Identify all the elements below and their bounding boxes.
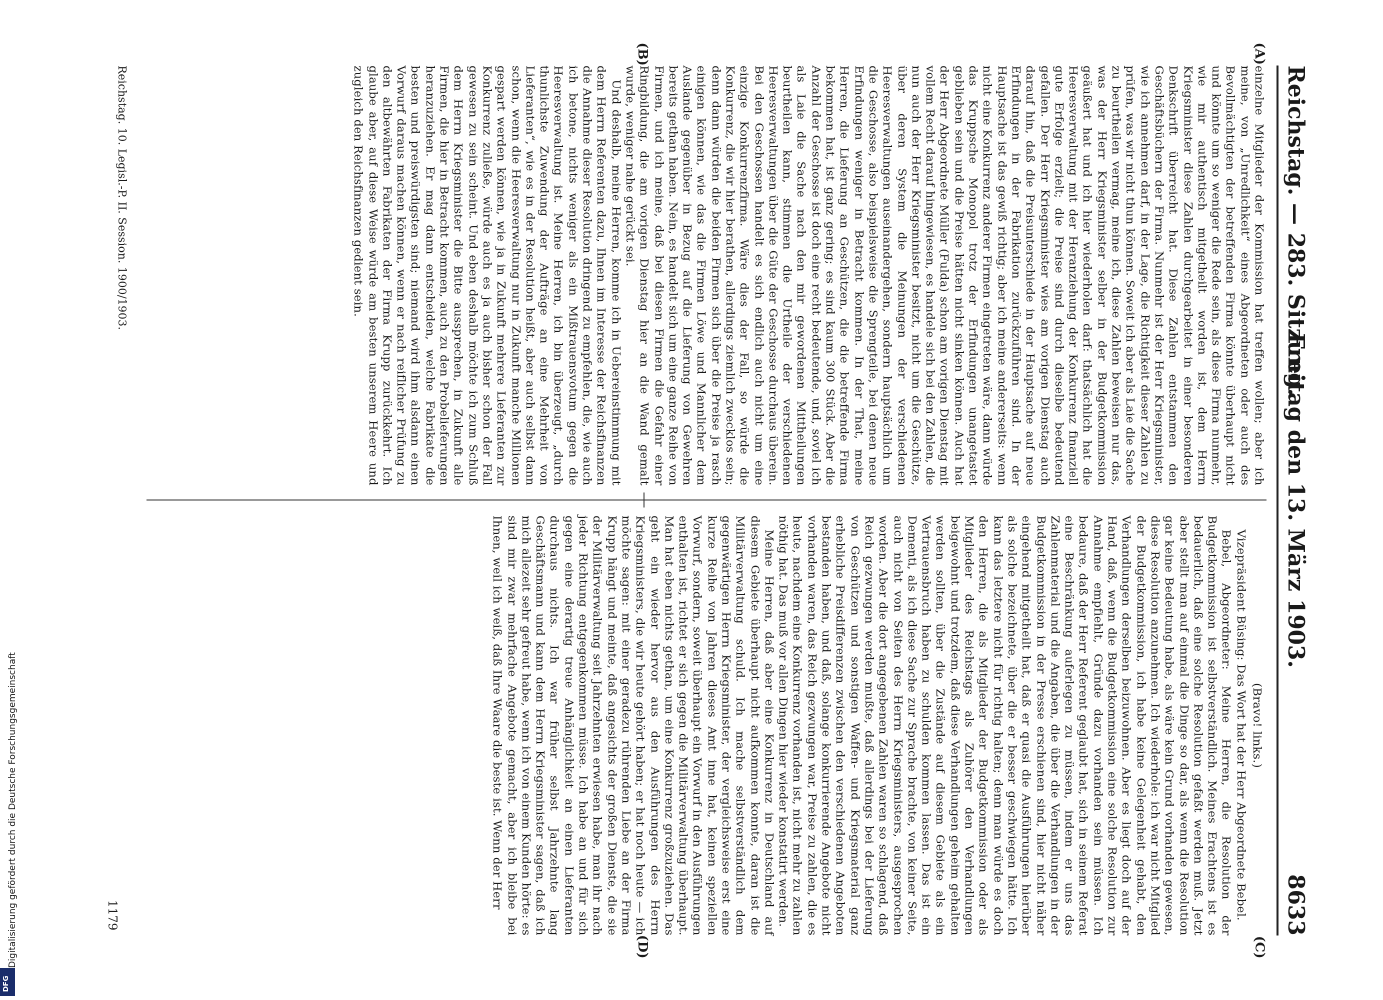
margin-letter-c: (C) xyxy=(1251,935,1266,959)
paragraph: Meine Herren, daß aber eine Konkurrenz in Deutschland auf diesem Gebiete überhaupt nicht aufkommen konnte, daran ist die Militärverwaltung schuld. Ich mache selbstverständlich dem gegenwärtigen Herrn Kriegsminister, der vergleichsweise erst eine kurze Reihe von Jahren dieses Amt inne hat, keinen speziellen Vorwurf, sondern, soweit überhaupt ein Vorwurf in den Ausführungen enthalten ist, richtet er sich gegen die Militärverwaltung überhaupt. Man hat eben nichts gethan, um eine Konkurrenz großzuziehen. Das geht ein wieder hervor aus den Ausführungen des Herrn Kriegsministers, die wir heute gehört haben; er hat noch heute — ich möchte sagen: mit einer geradezu rührenden Liebe an der Firma Krupp hängt und meinte, daß angesichts der großen Dienste, die sie der Militärverwaltung seit Jahrzehnten erwiesen habe, man ihr nach jeder Richtung entgegenkommen müsse. Ich habe an und für sich gegen eine derartig treue Anhänglichkeit an einen Lieferanten durchaus nichts. Ich war früher selbst Jahrzehnte lang Geschäftsmann und kann dem Herrn Kriegsminister sagen, daß ich mich allezeit sehr gefreut habe, wenn ich von einem Kunden hörte: es sind mir zwar mehrfache Angebote gemacht, aber ich bleibe bei Ihnen, weil ich weiß, daß Ihre Waare die beste ist. Wenn der Herr xyxy=(490,515,776,936)
column-divider-tick xyxy=(643,493,644,508)
dfg-logo xyxy=(0,968,15,996)
header-left: Reichstag. — 283. Sitzung. xyxy=(1282,65,1308,396)
column-divider xyxy=(146,500,1266,501)
applause-note: (Bravo! links.) xyxy=(1250,683,1264,768)
left-column xyxy=(156,66,1266,486)
right-column xyxy=(156,516,1266,936)
header-center: Freitag den 13. März 1903. xyxy=(1282,333,1308,668)
document-page xyxy=(59,31,1324,971)
footer-page-number: 1179 xyxy=(105,899,119,931)
dfg-logo-text: DFG xyxy=(2,975,10,992)
side-strip xyxy=(0,0,16,1000)
page-header xyxy=(1276,66,1310,936)
paragraph: einzelne Mitglieder der Kommission hat treffen wollen; aber ich meine, von „Unredlichkeit“ eines Abgeordneten oder auch des Bevollmächtigten der betreffenden Firma könnte überhaupt nicht und könnte um so weniger die Rede sein, als diese Firma nunmehr, wie mir authentisch mitgetheilt worden ist, dem Herrn Kriegsminister diese Zahlen durchgearbeitet in einer besonderen Denkschrift überreicht hat. Diese Zahlen entstammen den Geschäftsbüchern der Firma. Nunmehr ist der Herr Kriegsminister, wie ich annehmen darf, in der Lage, die Richtigkeit dieser Zahlen zu prüfen, was wir nicht thun können. Soweit ich aber als Laie die Sache zu beurtheilen vermag, meine ich, diese Zahlen beweisen nur das, was der Herr Kriegsminister selber in der Budgetkommission geäußert hat und ich hier wiederholen darf: thatsächlich hat die Heeresverwaltung mit der Heranziehung der Konkurrenz finanziell gute Erfolge erzielt; die Preise sind durch dieselbe bedeutend gefallen. Der Herr Kriegsminister wies am vorigen Dienstag auch darauf hin, daß die Preisunterschiede in der Hauptsache auf neue Erfindungen in der Fabrikation zurückzuführen sind. In der Hauptsache ist das gewiß richtig; aber ich meine andererseits: wenn nicht eine Konkurrenz anderer Firmen eingetreten wäre, dann würde das Kruppsche Monopol trotz der Erfindungen unangetastet geblieben sein und die Preise hätten nicht sinken können. Auch hat der Herr Abgeordnete Müller (Fulda) schon am vorigen Dienstag mit vollem Recht darauf hingewiesen, es handele sich bei den Zahlen, die nun auch der Herr Kriegsminister besitzt, nicht um die Geschütze, über deren System die Meinungen der verschiedenen Heeresverwaltungen auseinandergehen, sondern hauptsächlich um die Geschosse, also beispielsweise die Sprengteile, bei denen neue Erfindungen weniger in Betracht kommen. In der That, meine Herren, die Lieferung an Geschützen, die die betreffende Firma bekommen hat, ist ganz gering; es sind kaum 300 Stück. Aber die Anzahl der Geschosse ist doch eine recht bedeutende, und, soviel ich als Laie die Sache nach den mir gewordenen Mittheilungen beurtheilen kann, stimmen die Urtheile der verschiedenen Heeresverwaltungen über die Güte der Geschosse durchaus überein. Bei den Geschossen handelt es sich endlich auch nicht um eine einzige Konkurrenzfirma. Wäre dies der Fall, so würde die Konkurrenz, die wir hier berathen, allerdings ziemlich zwecklos sein; denn dann würden die beiden Firmen sich über die Preise ja rasch einigen können, wie das die Firmen Löwe und Mannlicher dem Auslande gegenüber in Bezug auf die Lieferung von Gewehren bereits gethan haben. Nein, es handelt sich um eine ganze Reihe von Firmen, und ich meine, daß bei diesen Firmen die Gefahr einer Ringbildung, die am vorigen Dienstag hier an die Wand gemalt wurde, weniger nahe gerückt sei. xyxy=(622,65,1266,486)
footer-session: Reichstag. 10. Legisl.-P. II. Session. 1900/1903. xyxy=(115,65,128,331)
paragraph: Und deshalb, meine Herren, komme ich in Uebereinstimmung mit dem Herrn Referenten dazu, Ihnen im Interesse der Reichsfinanzen die Annahme dieser Resolution dringend zu empfehlen, die, wie auch ich betone, nichts weniger als ein Mißtrauensvotum gegen die Heeresverwaltung ist. Meine Herren, ich bin überzeugt, „durch thunlichste Zuwendung der Aufträge an eine Mehrheit von Lieferanten“, wie es in der Resolution heißt, aber auch selbst dann schon, wenn die Heeresverwaltung nur in Zukunft manche Millionen gespart werden können, wie ja in Zukunft mehrere Lieferanten zur Konkurrenz zuließe, würde auch es ja auch bisher schon der Fall gewesen zu sein scheint. Und eben deshalb möchte ich zum Schluß dem Herrn Kriegsminister die Bitte aussprechen, in Zukunft alle Firmen, die hier in Betracht kommen, auch zu den Probelieferungen heranzuziehen. Er mag dann entscheiden, welche Fabrikate die besten und preiswürdigsten sind; niemand wird ihm alsdann einen Vorwurf daraus machen können, wenn er nach reiflicher Prüfung zu den altbewährten Fabrikaten der Firma Krupp zurückkehrt. Ich glaube aber, auf diese Weise würde am besten unserem Heere und zugleich den Reichsfinanzen gedient sein. xyxy=(351,65,623,486)
margin-letter-d: (D) xyxy=(634,934,649,959)
margin-letter-a: (A) xyxy=(1251,42,1266,65)
margin-letter-b: (B) xyxy=(634,42,649,66)
funding-note: Digitalisierung gefördert durch die Deutsche Forschungsgemeinschaft xyxy=(8,652,18,968)
paragraph: Bebel, Abgeordneter: Meine Herren, die Resolution der Budgetkommission ist selbstverständlich. Meines Erachtens ist es bedauerlich, daß eine solche Resolution gefaßt werden muß. Jetzt aber stellt man auf einmal die Dinge so dar, als wenn die Resolution gar keine Bedeutung habe, als wäre kein Grund vorhanden gewesen, diese Resolution anzunehmen. Ich wiederhole: ich war nicht Mitglied der Budgetkommission, ich habe keine Gelegenheit gehabt, den Verhandlungen derselben beizuwohnen. Aber es liegt doch auf der Hand, daß, wenn die Budgetkommission eine solche Resolution zur Annahme empfiehlt, Gründe dazu vorhanden sein müssen. Ich bedaure, daß der Herr Referent geglaubt hat, sich in seinem Referat eine Beschränkung auferlegen zu müssen, indem er uns das Zahlenmaterial und die Angaben, die über die Verhandlungen in der Budgetkommission in der Presse erschienen sind, hier nicht näher eingehend mitgetheilt hat, daß er quasi die Ausführungen hierüber als solche bezeichnete, über die er besser geschwiegen hätte. Ich kann das letztere nicht für richtig halten; denn man würde es doch den Herren, die als Mitglieder der Budgetkommission oder als Mitglieder des Reichstags als Zuhörer den Verhandlungen beigewohnt und trotzdem, daß diese Verhandlungen geheim gehalten werden sollten, über die Zustände auf diesem Gebiete als ein Vertrauensbruch haben zu schulden kommen lassen. Das ist ein Dementi, als ich diese Sache zur Sprache brachte, von keiner Seite, auch nicht von Seiten des Herrn Kriegsministers, ausgesprochen worden. Aber die dort angegebenen Zahlen waren so schlagend, daß Reich gezwungen werden mußte, daß allerdings bei der Lieferung von Geschützen und sonstigen Waffen- und Kriegsmaterial ganz erhebliche Preisdifferenzen zwischen den verschiedenen Angeboten bestanden haben, und daß, solange konkurrierende Angebote nicht vorhanden waren, das Reich gezwungen war, Preise zu zahlen, die es heute, nachdem eine Konkurrenz vorhanden ist, nicht mehr zu zahlen nöthig hat. Das muß vor allen Dingen hier wieder konstatirt werden. xyxy=(776,515,1234,936)
speaker-announcement: Vizepräsident Büsing: Das Wort hat der Herr Abgeordnete Bebel. xyxy=(1233,529,1248,921)
header-page-number: 8633 xyxy=(1282,874,1308,936)
